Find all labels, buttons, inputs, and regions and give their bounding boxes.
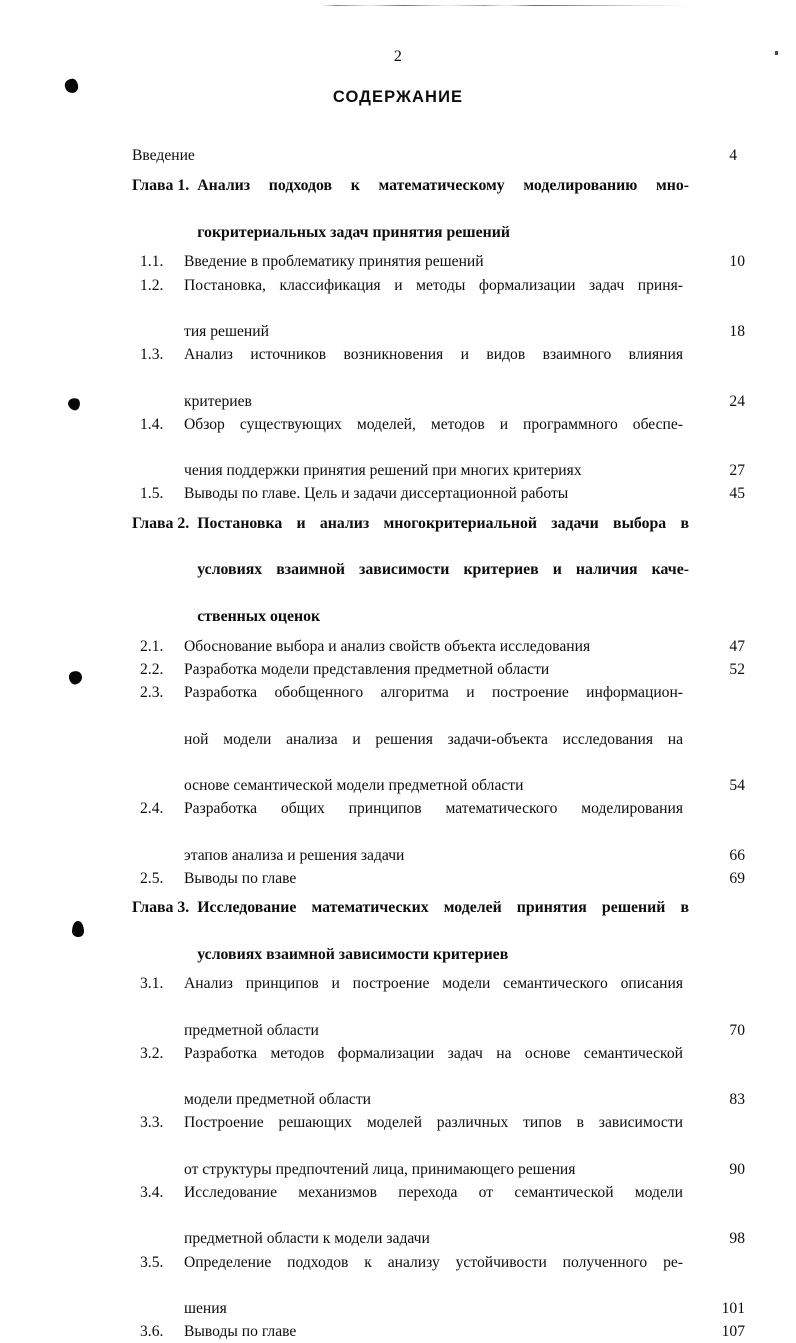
entry-page-number: 52 — [729, 660, 745, 678]
toc-entry[interactable] — [132, 343, 747, 413]
entry-text-line: основе семантической модели предметной области — [184, 776, 524, 794]
entry-title — [184, 972, 689, 1042]
chapter-title-line: условиях взаимной зависимости критериев — [197, 945, 509, 963]
chapter-title — [197, 512, 689, 629]
entry-title — [184, 658, 689, 681]
entry-page-number: 101 — [721, 1299, 745, 1317]
entry-number: 3.2. — [140, 1044, 164, 1062]
chapter-title — [197, 896, 689, 966]
entry-number: 2.4. — [140, 800, 164, 818]
entry-page-number: 18 — [729, 323, 745, 341]
toc-entry[interactable] — [132, 413, 747, 483]
entry-page-number: 47 — [729, 637, 745, 655]
entry-text-line: от структуры предпочтений лица, принимающего решения — [184, 1160, 576, 1178]
chapter-section-list — [132, 972, 747, 1343]
entry-text-line: модели предметной области — [184, 1091, 372, 1109]
entry-number: 2.3. — [140, 684, 164, 702]
scan-streak-artifact — [322, 5, 690, 6]
entry-text-line: критериев — [184, 392, 252, 410]
entry-number: 2.2. — [140, 660, 164, 678]
entry-title — [184, 635, 689, 658]
entry-number: 2.1. — [140, 637, 164, 655]
chapter-title — [197, 174, 689, 244]
chapter-title-line: Постановка и анализ многокритериальной задачи выбора в — [197, 514, 689, 532]
entry-title — [184, 1181, 689, 1251]
chapter-title-line: ственных оценок — [197, 608, 321, 626]
entry-page-number: 45 — [729, 485, 745, 503]
entry-text-line: Построение решающих моделей различных типов в зависимости — [184, 1114, 683, 1132]
entry-text-line: Анализ принципов и построение модели семантического описания — [184, 975, 683, 993]
toc-entry[interactable] — [132, 867, 747, 890]
entry-number: 3.3. — [140, 1114, 164, 1132]
chapter-heading[interactable] — [132, 174, 747, 244]
toc-entry-intro[interactable] — [132, 144, 747, 167]
entry-title — [184, 413, 689, 483]
toc-entry[interactable] — [132, 274, 747, 344]
entry-title — [184, 1251, 689, 1321]
entry-page-number: 27 — [729, 462, 745, 480]
toc-entry[interactable] — [132, 972, 747, 1042]
toc-entry[interactable] — [132, 1320, 747, 1343]
chapter-title-line: условиях взаимной зависимости критериев и наличия каче- — [197, 561, 689, 579]
chapter-label: Глава 2. — [132, 514, 190, 532]
entry-page-number: 90 — [729, 1160, 745, 1178]
chapter-heading[interactable] — [132, 896, 747, 966]
entry-title — [184, 681, 689, 797]
entry-number: 3.6. — [140, 1323, 164, 1341]
binding-hole-mark — [67, 669, 84, 686]
entry-title — [184, 1111, 689, 1181]
chapter-title-line: Исследование математических моделей принятия решений в — [197, 898, 689, 916]
entry-title — [184, 482, 689, 505]
entry-title — [184, 867, 689, 890]
entry-text-line: Выводы по главе — [184, 869, 297, 887]
binding-hole-mark — [72, 921, 84, 937]
toc-entry[interactable] — [132, 797, 747, 867]
chapter-label: Глава 1. — [132, 177, 190, 195]
toc-entry[interactable] — [132, 1251, 747, 1321]
entry-title — [184, 343, 689, 413]
entry-text-line: Обзор существующих моделей, методов и программного обеспе- — [184, 415, 683, 433]
entry-page-number: 4 — [729, 147, 737, 164]
entry-text-line: Постановка, классификация и методы формализации задач приня- — [184, 276, 683, 294]
entry-text-line: предметной области к модели задачи — [184, 1230, 430, 1248]
chapter-section-list — [132, 635, 747, 890]
entry-number: 3.1. — [140, 975, 164, 993]
entry-number: 3.5. — [140, 1253, 164, 1271]
table-of-contents — [132, 144, 747, 1343]
entry-number: 1.2. — [140, 276, 164, 294]
entry-text-line: шения — [184, 1299, 227, 1317]
entry-number: 2.5. — [140, 869, 164, 887]
entry-text-line: Введение в проблематику принятия решений — [184, 253, 484, 271]
toc-entry[interactable] — [132, 658, 747, 681]
toc-entry[interactable] — [132, 681, 747, 797]
entry-number: 3.4. — [140, 1183, 164, 1201]
entry-number: 1.4. — [140, 415, 164, 433]
entry-page-number: 54 — [729, 776, 745, 794]
entry-page-number: 10 — [729, 253, 745, 271]
entry-page-number: 70 — [729, 1021, 745, 1039]
entry-title — [184, 1320, 689, 1343]
toc-entry[interactable] — [132, 1181, 747, 1251]
entry-text-line: Разработка общих принципов математического моделирования — [184, 800, 683, 818]
chapter-heading[interactable] — [132, 512, 747, 629]
binding-hole-mark — [66, 396, 81, 411]
chapter-label: Глава 3. — [132, 898, 190, 916]
entry-text-line: Выводы по главе — [184, 1323, 297, 1341]
entry-text-line: тия решений — [184, 323, 269, 341]
chapter-title-line: гокритериальных задач принятия решений — [197, 224, 510, 242]
toc-entry[interactable] — [132, 1042, 747, 1112]
entry-title — [184, 1042, 689, 1112]
entry-page-number: 98 — [729, 1230, 745, 1248]
entry-text-line: Разработка обобщенного алгоритма и построение информацион- — [184, 684, 683, 702]
entry-title — [132, 144, 689, 167]
entry-text-line: Выводы по главе. Цель и задачи диссертационной работы — [184, 485, 569, 503]
chapter-title-line: Анализ подходов к математическому моделированию мно- — [197, 177, 689, 195]
entry-text-line: предметной области — [184, 1021, 319, 1039]
entry-title — [184, 797, 689, 867]
entry-number: 1.3. — [140, 346, 164, 364]
entry-page-number: 83 — [729, 1091, 745, 1109]
page-folio-number: 2 — [393, 48, 403, 65]
entry-number: 1.1. — [140, 253, 164, 271]
toc-entry[interactable] — [132, 482, 747, 505]
toc-entry[interactable] — [132, 1111, 747, 1181]
entry-page-number: 66 — [729, 846, 745, 864]
entry-text-line: Разработка методов формализации задач на основе семантической — [184, 1044, 683, 1062]
page-title: СОДЕРЖАНИЕ — [332, 88, 464, 106]
entry-text-line: Разработка модели представления предметной области — [184, 660, 550, 678]
entry-text-line: Определение подходов к анализу устойчивости полученного ре- — [184, 1253, 683, 1271]
entry-text-line: Введение — [132, 147, 195, 164]
entry-text-line: этапов анализа и решения задачи — [184, 846, 405, 864]
entry-title — [184, 250, 689, 273]
entry-page-number: 24 — [729, 392, 745, 410]
toc-entry[interactable] — [132, 635, 747, 658]
entry-text-line: Обоснование выбора и анализ свойств объекта исследования — [184, 637, 591, 655]
chapter-section-list — [132, 250, 747, 505]
toc-entry[interactable] — [132, 250, 747, 273]
entry-page-number: 107 — [721, 1323, 745, 1341]
entry-page-number: 69 — [729, 869, 745, 887]
entry-text-line: Анализ источников возникновения и видов взаимного влияния — [184, 346, 683, 364]
entry-text-line: ной модели анализа и решения задачи-объекта исследования на — [184, 730, 683, 748]
entry-number: 1.5. — [140, 485, 164, 503]
entry-text-line: Исследование механизмов перехода от семантической модели — [184, 1183, 683, 1201]
entry-text-line: чения поддержки принятия решений при многих критериях — [184, 462, 582, 480]
entry-title — [184, 274, 689, 344]
